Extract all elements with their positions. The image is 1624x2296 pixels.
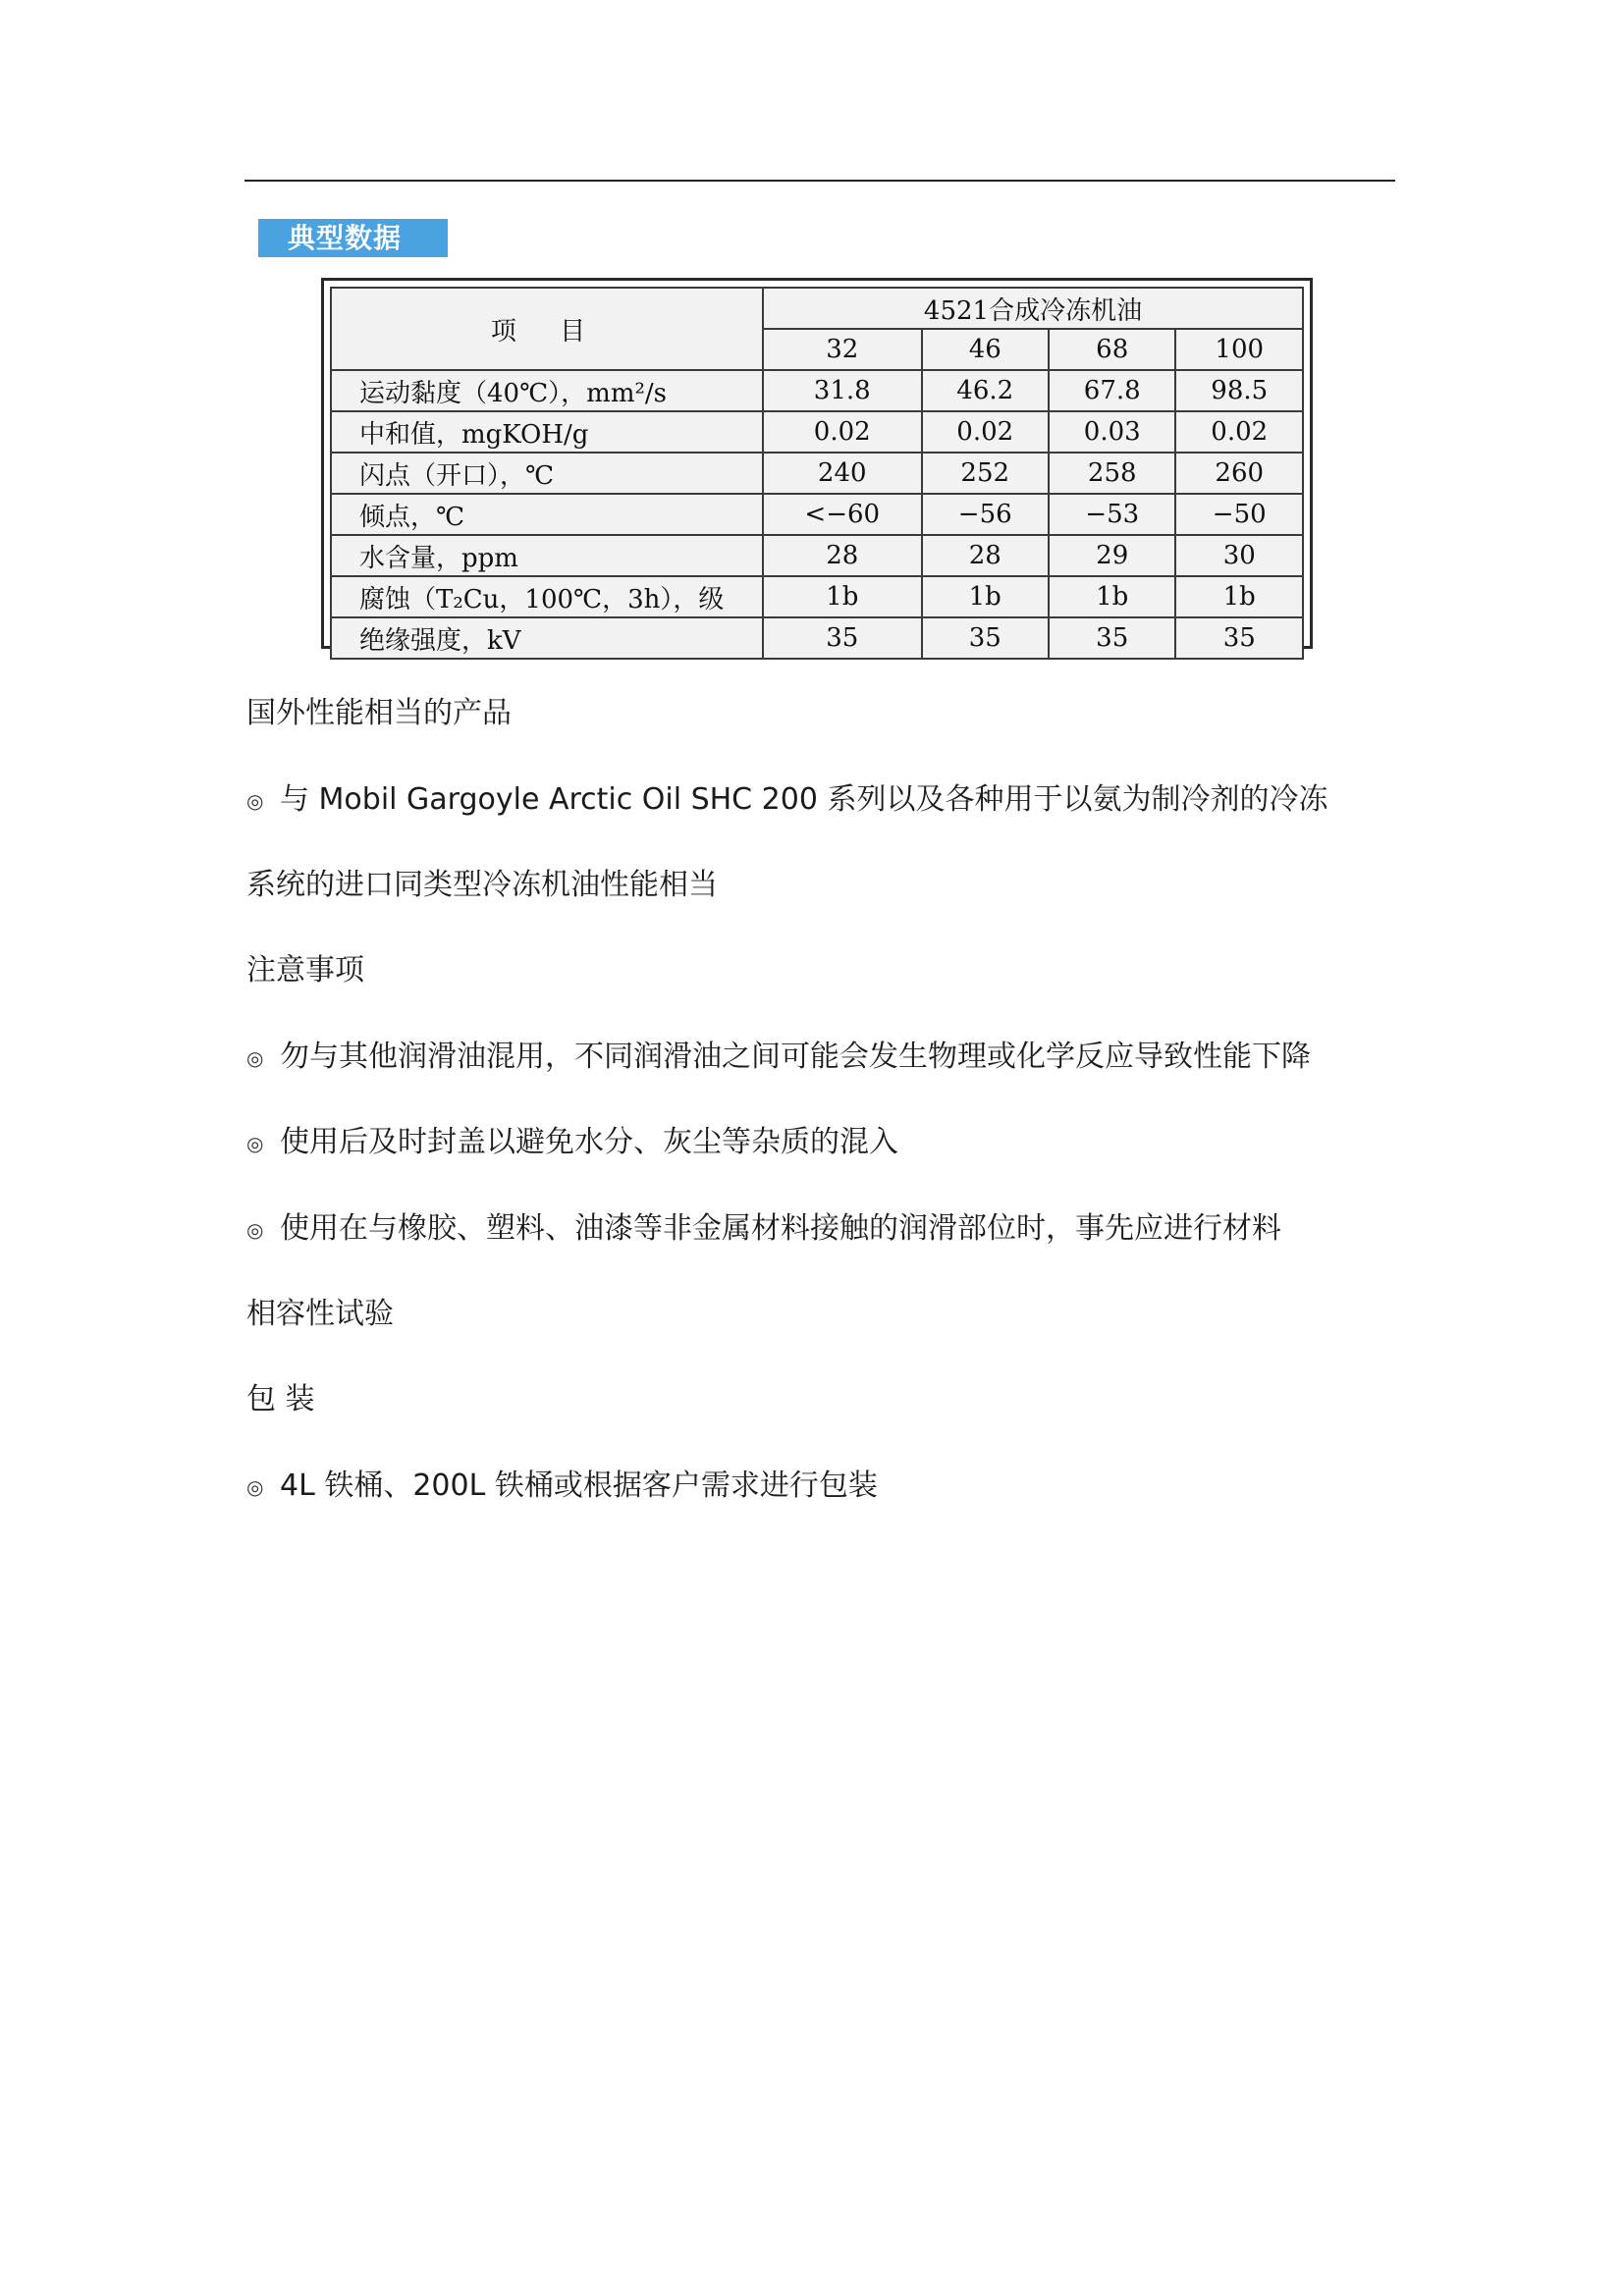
bullet-icon: ◎ — [246, 1474, 264, 1499]
row-value: −53 — [1049, 494, 1175, 535]
table-row — [331, 411, 1303, 453]
row-label: 运动黏度（40℃），mm²/s — [331, 370, 763, 411]
header-rule — [244, 180, 1395, 182]
equivalent-continuation: 系统的进口同类型冷冻机油性能相当 — [246, 868, 718, 902]
row-value: 0.03 — [1049, 411, 1175, 453]
typical-data-table — [321, 278, 1313, 656]
row-value: 240 — [763, 453, 922, 494]
equivalent-heading: 国外性能相当的产品 — [246, 696, 512, 730]
bullet-icon: ◎ — [246, 1045, 264, 1070]
grade-header: 46 — [922, 329, 1049, 370]
row-value: 1b — [1175, 576, 1303, 617]
row-value: 0.02 — [922, 411, 1049, 453]
row-value: 35 — [922, 617, 1049, 659]
row-value: −56 — [922, 494, 1049, 535]
packaging-item — [246, 1467, 878, 1507]
bullet-icon: ◎ — [246, 788, 264, 813]
note-text: 勿与其他润滑油混用，不同润滑油之间可能会发生物理或化学反应导致性能下降 — [280, 1040, 1311, 1074]
row-value: 260 — [1175, 453, 1303, 494]
table-row — [331, 453, 1303, 494]
row-label: 绝缘强度，kV — [331, 617, 763, 659]
row-value: 28 — [763, 535, 922, 576]
row-value: 1b — [922, 576, 1049, 617]
row-value: 0.02 — [1175, 411, 1303, 453]
row-label: 水含量，ppm — [331, 535, 763, 576]
note-text: 使用在与橡胶、塑料、油漆等非金属材料接触的润滑部位时，事先应进行材料 — [280, 1211, 1281, 1246]
row-label: 倾点，℃ — [331, 494, 763, 535]
packaging-heading: 包 装 — [246, 1382, 315, 1416]
row-value: 31.8 — [763, 370, 922, 411]
row-value: 35 — [1049, 617, 1175, 659]
product-header: 4521合成冷冻机油 — [763, 288, 1303, 329]
row-value: 67.8 — [1049, 370, 1175, 411]
row-value: 35 — [1175, 617, 1303, 659]
grade-header: 32 — [763, 329, 922, 370]
row-value: 46.2 — [922, 370, 1049, 411]
item-header: 项 目 — [331, 288, 763, 370]
row-value: 258 — [1049, 453, 1175, 494]
row-value: 1b — [763, 576, 922, 617]
section-badge: 典型数据 — [258, 219, 448, 257]
table-row — [331, 494, 1303, 535]
row-label: 闪点（开口），℃ — [331, 453, 763, 494]
note-item — [246, 1123, 898, 1163]
table-row — [331, 535, 1303, 576]
note-text: 使用后及时封盖以避免水分、灰尘等杂质的混入 — [280, 1125, 898, 1159]
notes-heading: 注意事项 — [246, 953, 364, 988]
row-value: −50 — [1175, 494, 1303, 535]
note-continuation: 相容性试验 — [246, 1297, 394, 1331]
spec-table — [330, 287, 1304, 660]
grade-header: 68 — [1049, 329, 1175, 370]
row-value: 252 — [922, 453, 1049, 494]
note-item — [246, 1209, 1281, 1250]
note-item — [246, 1038, 1311, 1078]
bullet-icon: ◎ — [246, 1131, 264, 1155]
table-row — [331, 370, 1303, 411]
table-row — [331, 576, 1303, 617]
grade-header: 100 — [1175, 329, 1303, 370]
equivalent-line — [246, 780, 1327, 821]
row-value: <−60 — [763, 494, 922, 535]
table-header-row — [331, 288, 1303, 329]
packaging-text: 4L 铁桶、200L 铁桶或根据客户需求进行包装 — [280, 1468, 878, 1503]
row-value: 30 — [1175, 535, 1303, 576]
row-value: 98.5 — [1175, 370, 1303, 411]
row-value: 1b — [1049, 576, 1175, 617]
bullet-icon: ◎ — [246, 1217, 264, 1242]
row-value: 0.02 — [763, 411, 922, 453]
table-row — [331, 617, 1303, 659]
row-value: 28 — [922, 535, 1049, 576]
row-value: 35 — [763, 617, 922, 659]
row-label: 腐蚀（T₂Cu，100℃，3h），级 — [331, 576, 763, 617]
row-value: 29 — [1049, 535, 1175, 576]
row-label: 中和值，mgKOH/g — [331, 411, 763, 453]
spec-body — [331, 288, 1303, 659]
equivalent-text: 与 Mobil Gargoyle Arctic Oil SHC 200 系列以及各种用于以氨为制冷剂的冷冻 — [280, 782, 1328, 817]
